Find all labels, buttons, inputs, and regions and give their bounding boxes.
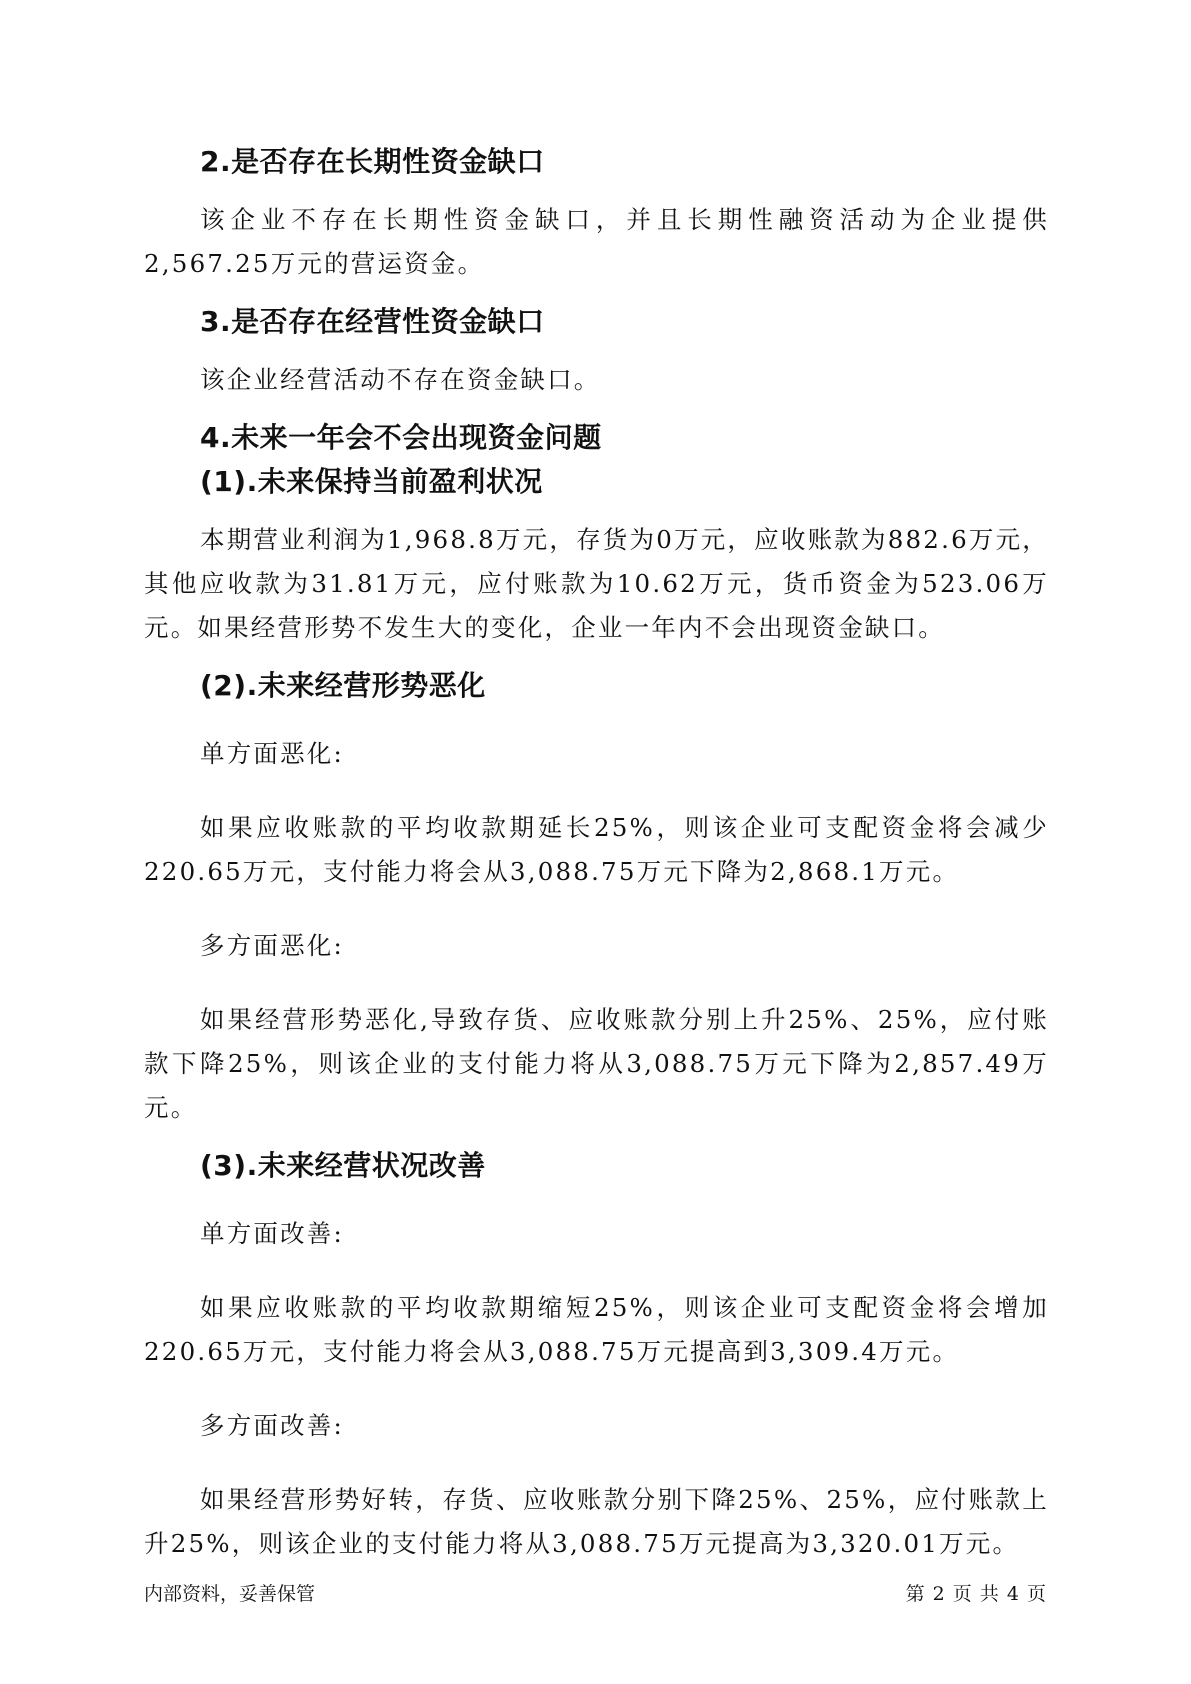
subheading-improve: (3).未来经营状况改善 (200, 1149, 486, 1182)
paragraph-operating-gap: 该企业经营活动不存在资金缺口。 (200, 365, 601, 394)
document-body (144, 140, 1049, 1566)
paragraph-keep-profit: 本期营业利润为1,968.8万元，存货为0万元，应收账款为882.6万元，其他应收款为31.81万元，应付账款为10.62万元，货币资金为523.06万元。如果经营形势不发生大的变化，企业一年内不会出现资金缺口。 (144, 525, 1049, 642)
paragraph-single-worsen: 如果应收账款的平均收款期延长25%，则该企业可支配资金将会减少220.65万元，支付能力将会从3,088.75万元下降为2,868.1万元。 (144, 813, 1049, 886)
footer-confidential-note: 内部资料，妥善保管 (144, 1583, 316, 1605)
section-heading-next-year: 4.未来一年会不会出现资金问题 (200, 421, 602, 454)
label-multi-improve: 多方面改善: (200, 1411, 344, 1440)
label-multi-worsen: 多方面恶化: (200, 931, 344, 960)
subheading-keep-profit: (1).未来保持当前盈利状况 (200, 465, 543, 498)
section-heading-operating-gap: 3.是否存在经营性资金缺口 (200, 305, 545, 338)
paragraph-long-term-gap: 该企业不存在长期性资金缺口，并且长期性融资活动为企业提供2,567.25万元的营运资金。 (144, 205, 1049, 278)
section-heading-long-term-gap: 2.是否存在长期性资金缺口 (200, 145, 545, 178)
paragraph-multi-improve: 如果经营形势好转，存货、应收账款分别下降25%、25%，应付账款上升25%，则该企业的支付能力将从3,088.75万元提高为3,320.01万元。 (144, 1485, 1049, 1558)
subheading-worsen: (2).未来经营形势恶化 (200, 669, 486, 702)
paragraph-multi-worsen: 如果经营形势恶化,导致存货、应收账款分别上升25%、25%，应付账款下降25%，则该企业的支付能力将从3,088.75万元下降为2,857.49万元。 (144, 1005, 1049, 1122)
label-single-improve: 单方面改善: (200, 1219, 344, 1248)
footer-page-number: 第 2 页 共 4 页 (905, 1583, 1047, 1605)
label-single-worsen: 单方面恶化: (200, 739, 344, 768)
paragraph-single-improve: 如果应收账款的平均收款期缩短25%，则该企业可支配资金将会增加220.65万元，支付能力将会从3,088.75万元提高到3,309.4万元。 (144, 1293, 1049, 1366)
